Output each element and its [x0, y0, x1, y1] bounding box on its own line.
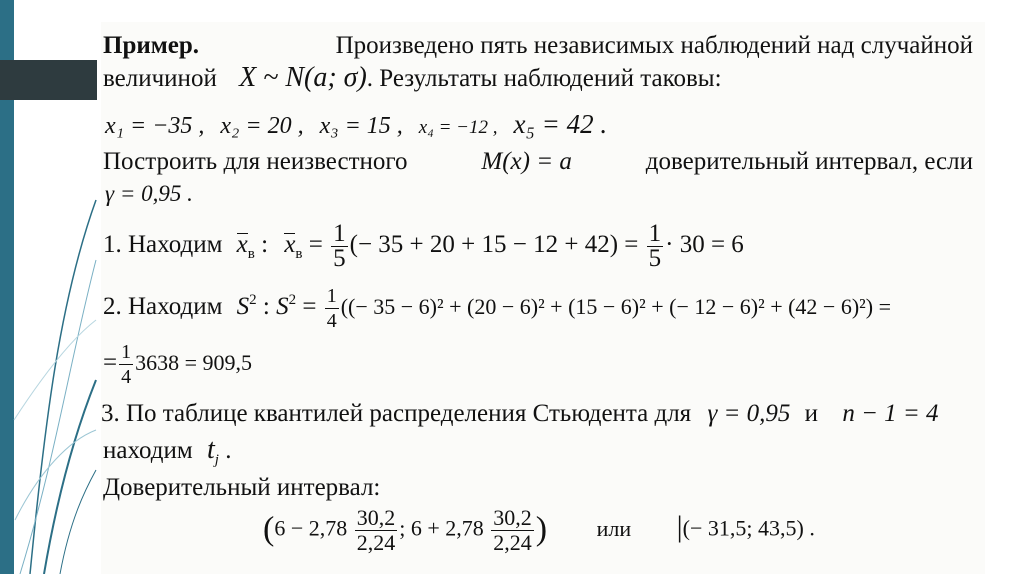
- ci-or: или: [596, 515, 632, 541]
- line-example: [103, 32, 973, 60]
- sum-expression: (− 35 + 20 + 15 − 12 + 42) =: [349, 231, 639, 259]
- fraction-denominator: 5: [648, 245, 662, 272]
- observation-1: x₁ = −35 ,: [105, 113, 205, 139]
- ci-left-text: 6 − 2,78: [274, 515, 348, 541]
- ci-label: Доверительный интервал:: [103, 474, 381, 501]
- ci-fraction-1: [355, 506, 398, 555]
- mean-result: · 30 = 6: [665, 231, 744, 259]
- mean-symbol-2: x: [284, 231, 296, 259]
- find-text: находим: [103, 437, 193, 464]
- fraction-one-quarter: [325, 284, 339, 333]
- fraction-denominator: 5: [333, 245, 346, 272]
- fraction-numerator: 1: [648, 220, 662, 247]
- slide-content: [101, 22, 985, 574]
- text-results: . Результаты наблюдений таковы:: [366, 65, 722, 92]
- line-variable: [103, 64, 722, 93]
- variance-expression: ((− 35 − 6)² + (20 − 6)² + (15 − 6)² + (− 12 − 6)² + (42 − 6)²) =: [340, 294, 891, 320]
- fraction-one-quarter-2: [119, 340, 133, 389]
- step3-gamma: γ = 0,95: [707, 400, 791, 427]
- variance-symbol: S: [236, 293, 250, 321]
- step2-result-line: = $\frac{1}{4}$ 3638 = 909,5: [103, 341, 253, 388]
- observation-5: x₅ = 42 .: [513, 109, 608, 139]
- fraction-one-fifth: [331, 222, 348, 271]
- fraction-denominator: 4: [326, 310, 337, 332]
- task-text-b: доверительный интервал, если: [645, 148, 973, 175]
- variance-result: 3638 = 909,5: [135, 350, 253, 376]
- distribution-formula: X ~ N(a; σ): [239, 62, 367, 93]
- fraction-denominator: 2,24: [493, 530, 532, 555]
- step2-label: 2. Находим: [103, 293, 223, 321]
- quantile-subscript: j: [214, 452, 219, 468]
- ci-result: (− 31,5; 43,5) .: [682, 515, 815, 541]
- fraction-denominator: 4: [121, 366, 132, 388]
- example-label: Пример.: [103, 32, 200, 59]
- fraction-numerator: 1: [121, 341, 132, 363]
- step1-label: 1. Находим: [103, 231, 223, 259]
- fraction-denominator: 2,24: [356, 530, 396, 555]
- ci-fraction-2: [491, 506, 534, 555]
- text-variable: величиной: [103, 65, 217, 92]
- fraction-numerator: 30,2: [493, 505, 532, 530]
- step1-line: 1. Находим $x_в$ : $x_в$ = $\frac{1}{5}$ (− 35 + 20 + 15 − 12 + 42) = $\frac{1}{5}$ · 30 = 6: [103, 220, 744, 272]
- observation-3: x₃ = 15 ,: [319, 113, 403, 139]
- gamma-value: γ = 0,95 .: [105, 181, 193, 206]
- period: .: [225, 437, 232, 464]
- quantile-symbol: t: [206, 434, 215, 465]
- mean-symbol: x: [236, 231, 248, 259]
- ci-mid-text: ; 6 + 2,78: [399, 515, 484, 541]
- step3-line: [101, 400, 977, 428]
- step3-text: 3. По таблице квантилей распределения Стьюдента для: [101, 400, 692, 427]
- mean-subscript-2: в: [295, 246, 303, 263]
- title-accent-bar: [0, 60, 97, 100]
- expectation-formula: M(x) = a: [481, 148, 572, 175]
- ci-line: (6 − 2,78 $\frac{30,2}{2,24}$ ; 6 + 2,78 $\frac{30,2}{2,24}$ ) или |(− 31,5; 43,5) .: [263, 505, 815, 555]
- step3-degrees-freedom: n − 1 = 4: [842, 400, 939, 427]
- observation-2: x₂ = 20 ,: [220, 113, 304, 139]
- step2-line: 2. Находим $S^2$ : $S^2$ = $\frac{1}{4}$ ((− 35 − 6)² + (20 − 6)² + (15 − 6)² + (− 12 − 6)² + (42 − 6)²) =: [103, 285, 891, 332]
- line-task: [103, 148, 973, 176]
- step3-and: и: [804, 400, 819, 427]
- observations-line: [105, 110, 607, 142]
- fraction-numerator: 1: [326, 285, 337, 307]
- mean-subscript: в: [247, 246, 255, 263]
- fraction-one-fifth-2: [647, 222, 664, 271]
- example-text: Произведено пять независимых наблюдений над случайной: [335, 32, 973, 59]
- variance-symbol-2: S: [276, 293, 289, 321]
- task-text-a: Построить для неизвестного: [103, 148, 408, 175]
- fraction-numerator: 30,2: [356, 505, 396, 530]
- step3b-line: [103, 436, 231, 474]
- observation-4: x₄ = −12 ,: [418, 117, 498, 138]
- fraction-numerator: 1: [333, 220, 346, 247]
